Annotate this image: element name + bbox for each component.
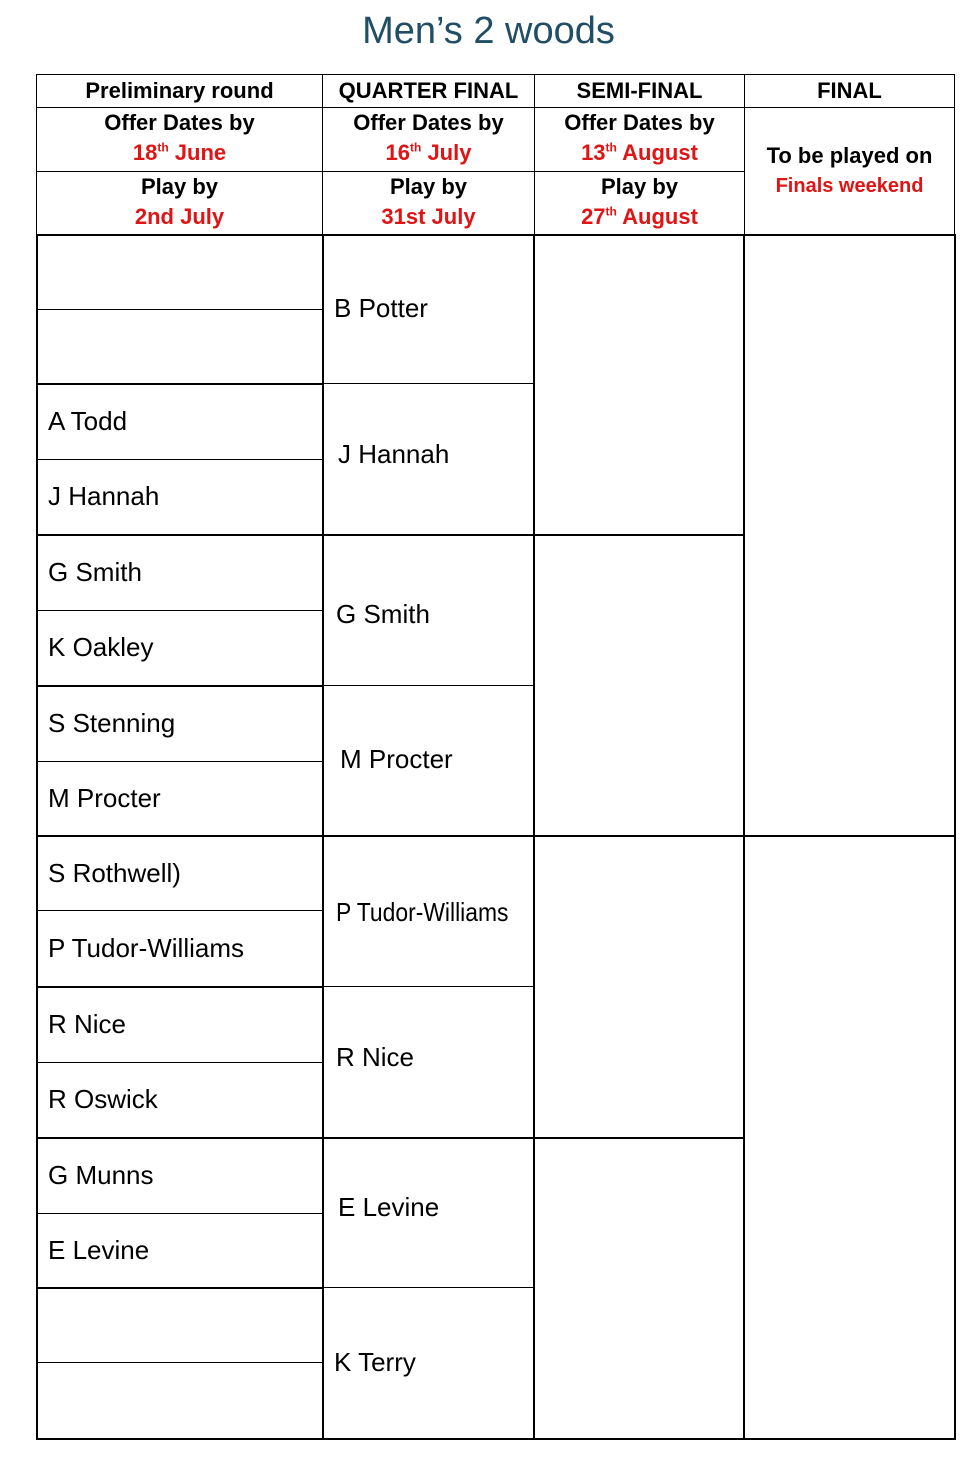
play-label: Play by xyxy=(389,174,468,199)
play-label: Play by xyxy=(140,174,219,199)
offer-date: 18th June xyxy=(132,140,227,165)
round-name: Preliminary round xyxy=(85,78,274,103)
round-name: SEMI-FINAL xyxy=(576,78,703,103)
play-date: 27th August xyxy=(581,204,698,229)
quarter-final-slot-7: E Levine xyxy=(338,1192,440,1222)
offer-date: 13th August xyxy=(581,140,698,165)
preliminary-slot-12: R Oswick xyxy=(48,1084,158,1114)
page-title: Men’s 2 woods xyxy=(362,10,615,52)
offer-label: Offer Dates by xyxy=(353,110,504,135)
played-label: To be played on xyxy=(766,143,933,168)
column-divider xyxy=(322,234,324,1440)
quarter-final-slot-3: G Smith xyxy=(336,599,430,629)
round-name: QUARTER FINAL xyxy=(338,78,519,103)
quarter-final-slot-6: R Nice xyxy=(336,1042,415,1072)
column-divider xyxy=(533,234,535,1440)
play-date: 31st July xyxy=(381,204,476,229)
offer-date: 16th July xyxy=(385,140,472,165)
preliminary-slot-14: E Levine xyxy=(48,1235,150,1265)
preliminary-slot-5: G Smith xyxy=(48,557,142,587)
column-divider xyxy=(743,234,745,1440)
preliminary-slot-6: K Oakley xyxy=(48,632,154,662)
played-when: Finals weekend xyxy=(775,175,924,197)
quarter-final-slot-1: B Potter xyxy=(334,293,428,323)
preliminary-slot-3: A Todd xyxy=(48,406,128,436)
bracket-grid xyxy=(36,234,956,1440)
play-label: Play by xyxy=(600,174,679,199)
preliminary-slot-13: G Munns xyxy=(48,1160,154,1190)
quarter-final-slot-2: J Hannah xyxy=(338,439,450,469)
offer-label: Offer Dates by xyxy=(564,110,715,135)
play-date: 2nd July xyxy=(134,204,225,229)
round-name: FINAL xyxy=(817,78,882,103)
preliminary-slot-4: J Hannah xyxy=(48,481,160,511)
preliminary-slot-8: M Procter xyxy=(48,783,161,813)
quarter-final-slot-8: K Terry xyxy=(334,1347,416,1377)
preliminary-slot-9: S Rothwell) xyxy=(48,858,181,888)
preliminary-slot-11: R Nice xyxy=(48,1009,127,1039)
quarter-final-slot-5: P Tudor-Williams xyxy=(336,897,509,927)
preliminary-slot-7: S Stenning xyxy=(48,708,176,738)
preliminary-slot-10: P Tudor-Williams xyxy=(48,933,245,963)
offer-label: Offer Dates by xyxy=(104,110,255,135)
quarter-final-slot-4: M Procter xyxy=(340,744,453,774)
